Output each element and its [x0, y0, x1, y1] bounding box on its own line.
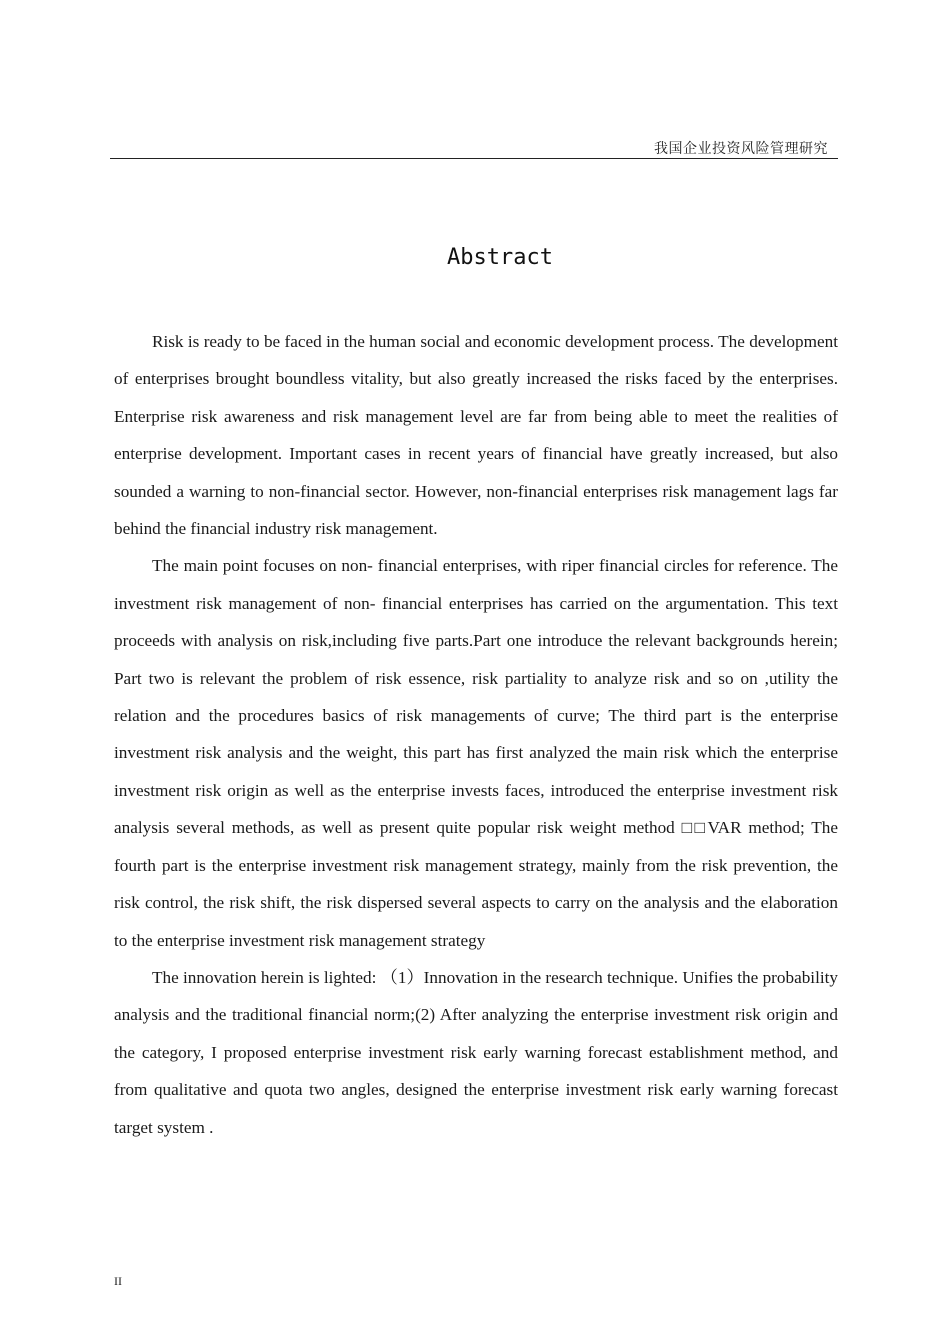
- abstract-paragraph: The innovation herein is lighted: （1）Innovation in the research technique. Unifies the probability analysis and the traditional financial norm;(2) After analyzing the enterprise investment risk origin and the category, I proposed enterprise investment risk early warning forecast establishment method, and from qualitative and quota two angles, designed the enterprise investment risk early warning forecast target system .: [114, 967, 838, 1137]
- abstract-heading: Abstract: [447, 245, 553, 270]
- abstract-paragraph: The main point focuses on non- financial enterprises, with riper financial circles for reference. The investment risk management of non- financial enterprises has carried on the argumentation. This text proceeds with analysis on risk,including five parts.Part one introduce the relevant backgrounds herein; Part two is relevant the problem of risk essence, risk partiality to analyze risk and so on ,utility the relation and the procedures basics of risk managements of curve; The third part is the enterprise investment risk analysis and the weight, this part has first analyzed the main risk which the enterprise investment risk origin as well as the enterprise invests faces, introduced the enterprise investment risk analysis several methods, as well as present quite popular risk weight method □□VAR method; The fourth part is the enterprise investment risk management strategy, mainly from the risk prevention, the risk control, the risk shift, the risk dispersed several aspects to carry on the analysis and the elaboration to the enterprise investment risk management strategy: [114, 556, 838, 950]
- running-header: [110, 132, 838, 159]
- page-number: II: [114, 1274, 122, 1288]
- abstract-body: [114, 323, 838, 1146]
- abstract-paragraph: Risk is ready to be faced in the human social and economic development process. The development of enterprises brought boundless vitality, but also greatly increased the risks faced by the enterprises. Enterprise risk awareness and risk management level are far from being able to meet the realities of enterprise development. Important cases in recent years of financial have greatly increased, but also sounded a warning to non-financial sector. However, non-financial enterprises risk management lags far behind the financial industry risk management.: [114, 332, 838, 539]
- running-header-title: 我国企业投资风险管理研究: [654, 142, 828, 157]
